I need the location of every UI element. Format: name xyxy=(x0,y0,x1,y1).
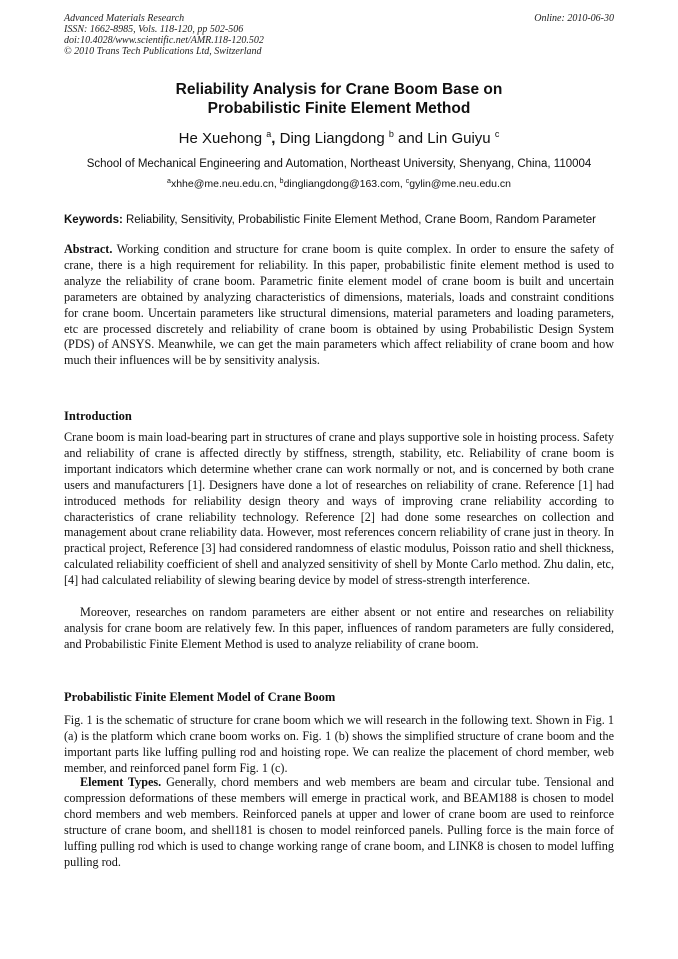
doi-line: doi:10.4028/www.scientific.net/AMR.118-120.502 xyxy=(64,35,264,46)
section-2-heading: Probabilistic Finite Element Model of Crane Boom xyxy=(64,690,336,704)
introduction-paragraph-1: Crane boom is main load-bearing part in structures of crane and plays supportive sole in hoisting process. Safety and reliability of crane is affected directly by stiffness, strength, stability, etc. Reliability of crane boom is important indicators which determine whether crane can work normally or not, and is concerned by both crane users and manufacturers [1]. Designers have done a lot of researches on reliability of crane. Reference [1] had introduced methods for reliability design theory and ways of improving crane reliability according to characteristics of crane reliability technology. Reference [2] had done some researches on collection and management about crane reliability data. However, most references concern reliability of crane just in theory. In practical project, Reference [3] had considered randomness of elastic modulus, Poisson ratio and shell thickness, calculated reliability coefficient of shell and analyzed sensitivity of shell by Monte Carlo method. Zhu dalin, etc, [4] had calculated reliability of slewing bearing device by model of stress-strength interference. xyxy=(64,430,614,588)
section-2-paragraph-2 xyxy=(64,775,614,870)
section-2-paragraph-1: Fig. 1 is the schematic of structure for crane boom which we will research in the following text. Shown in Fig. 1 (a) is the platform which crane boom works on. Fig. 1 (b) shows the simplified structure of crane boom and the important parts like luffing pulling rod and hoisting rope. We can realize the placement of chord member, web member, and reinforced panel form Fig. 1 (c). xyxy=(64,713,614,775)
author-and: and xyxy=(393,130,428,147)
email-b: dingliangdong@163.com, xyxy=(283,178,406,190)
author-2-mark: b xyxy=(388,129,394,139)
title-line-2: Probabilistic Finite Element Method xyxy=(207,100,471,117)
email-c-mark: c xyxy=(405,178,410,185)
author-1-mark: a xyxy=(266,129,272,139)
email-b-mark: b xyxy=(279,178,284,185)
keywords-label: Keywords: xyxy=(64,214,123,226)
element-types-text: Generally, chord members and web members are beam and circular tube. Tensional and compression deformations of these members will emerge in practical work, and BEAM188 is chosen to model chord members and web members. Reinforced panels at upper and lower of crane boom are used to reinforce structure of crane boom, and shell181 is chosen to model reinforced panels. Pulling force is the main force of luffing pulling rod which is used to change working range of crane boom, and LINK8 is chosen to model luffing pulling rod. xyxy=(64,775,614,869)
introduction-paragraph-2: Moreover, researches on random parameters are either absent or not entire and researches on reliability analysis for crane boom are relatively few. In this paper, influences of random parameters are fully considered, and Probabilistic Finite Element Method is used to analyze reliability of crane boom. xyxy=(64,605,614,651)
abstract-text: Working condition and structure for crane boom is quite complex. In order to ensure the safety of crane, there is a high requirement for reliability. In this paper, probabilistic finite element method is used to analyze the reliability of crane boom. Parametric finite element model of crane boom is built and uncertain parameters are obtained by analyzing characteristics of dimensions, materials, loads and constraint conditions for crane boom. Uncertain parameters like structural dimensions, material parameters and loading parameters, etc are processed discretely and reliability of crane boom is obtained by using Probabilistic Design System (PDS) of ANSYS. Meanwhile, we can get the main parameters which affect reliability of crane boom and how much their influences will be by sensitivity analysis. xyxy=(64,242,614,368)
author-list xyxy=(64,130,614,148)
journal-name: Advanced Materials Research xyxy=(64,13,185,24)
keywords-text: Reliability, Sensitivity, Probabilistic Finite Element Method, Crane Boom, Random Parameter xyxy=(122,214,596,226)
affiliation: School of Mechanical Engineering and Automation, Northeast University, Shenyang, China, 110004 xyxy=(86,158,592,170)
keywords xyxy=(64,214,614,227)
issn-line: ISSN: 1662-8985, Vols. 118-120, pp 502-506 xyxy=(64,24,244,35)
author-1: He Xuehong xyxy=(178,130,263,147)
email-a: xhhe@me.neu.edu.cn, xyxy=(170,178,280,190)
abstract xyxy=(64,242,614,369)
author-emails xyxy=(64,178,614,191)
introduction-heading: Introduction xyxy=(64,409,132,423)
author-3: Lin Guiyu xyxy=(427,130,491,147)
copyright-line: © 2010 Trans Tech Publications Ltd, Switzerland xyxy=(64,46,262,57)
email-a-mark: a xyxy=(167,178,171,185)
paper-title xyxy=(64,80,614,118)
abstract-label: Abstract. xyxy=(64,242,113,256)
element-types-label: Element Types. xyxy=(80,775,162,789)
online-date: Online: 2010-06-30 xyxy=(534,13,614,24)
email-c: gylin@me.neu.edu.cn xyxy=(409,178,511,190)
title-line-1: Reliability Analysis for Crane Boom Base on xyxy=(175,81,503,98)
journal-header xyxy=(64,13,264,57)
author-3-mark: c xyxy=(494,129,500,139)
author-separator: , xyxy=(271,130,276,147)
author-2: Ding Liangdong xyxy=(275,130,385,147)
